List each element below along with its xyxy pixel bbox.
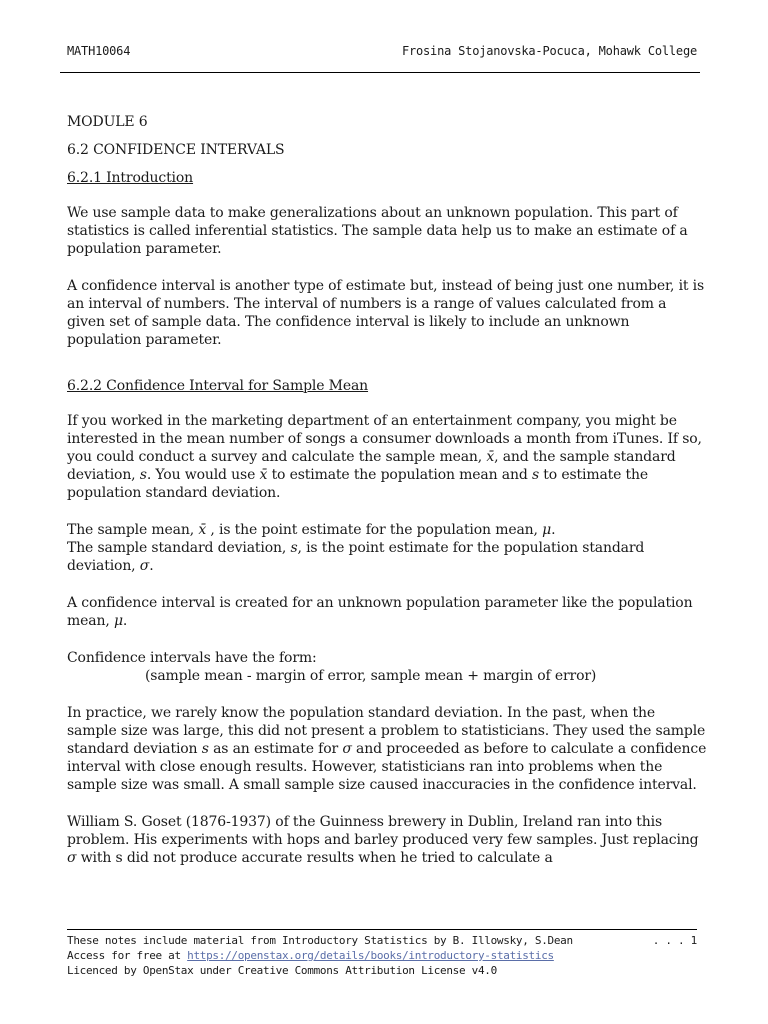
paragraph-goset: William S. Goset (1876-1937) of the Guinness brewery in Dublin, Ireland ran into this problem. His experiments with hops and barley produced very few samples. Just replacing σ with s did not produce accurate results when he tried to calculate a [67, 814, 699, 866]
section-title: 6.2 CONFIDENCE INTERVALS [67, 142, 285, 158]
footer-source: These notes include material from Introductory Statistics by B. Illowsky, S.Dean [67, 934, 573, 947]
page-number: . . . 1 [652, 934, 697, 947]
page-header [67, 44, 697, 58]
page-footer [67, 933, 697, 978]
paragraph-interval-form: Confidence intervals have the form: (sample mean - margin of error, sample mean + margin of error) [67, 650, 597, 684]
footer-license: Licenced by OpenStax under Creative Commons Attribution License v4.0 [67, 964, 497, 977]
author-credit: Frosina Stojanovska-Pocuca, Mohawk College [401, 44, 697, 58]
course-code: MATH10064 [67, 44, 131, 58]
document-body [67, 113, 707, 886]
openstax-link[interactable]: https://openstax.org/details/books/introductory-statistics [187, 949, 554, 962]
paragraph-point-estimates: The sample mean, x̄ , is the point estimate for the population mean, μ. The sample standard deviation, s, is the point estimate for the population standard deviation, σ. [67, 522, 645, 574]
footer-divider [67, 929, 697, 930]
subsection-title-introduction: 6.2.1 Introduction [67, 170, 194, 186]
paragraph-confidence-interval: A confidence interval is another type of estimate but, instead of being just one number, it is an interval of numbers. The interval of numbers is a range of values calculated from a given set of sample data. The confidence interval is likely to include an unknown population parameter. [67, 278, 705, 348]
paragraph-inferential: We use sample data to make generalizations about an unknown population. This part of statistics is called inferential statistics. The sample data help us to make an estimate of a population parameter. [67, 205, 688, 257]
paragraph-marketing-example: If you worked in the marketing department of an entertainment company, you might be interested in the mean number of songs a consumer downloads a month from iTunes. If so, you could conduct a survey and calculate the sample mean, x̄, and the sample standard deviation, s. You would use x̄ to estimate the population mean and s to estimate the population standard deviation. [67, 413, 702, 501]
header-divider [60, 72, 700, 73]
subsection-title-sample-mean: 6.2.2 Confidence Interval for Sample Mean [67, 378, 369, 394]
footer-access-label: Access for free at [67, 949, 188, 962]
interval-formula: (sample mean - margin of error, sample mean + margin of error) [145, 668, 597, 684]
paragraph-parameter: A confidence interval is created for an unknown population parameter like the population mean, μ. [67, 595, 693, 629]
module-title: MODULE 6 [67, 114, 148, 130]
paragraph-in-practice: In practice, we rarely know the population standard deviation. In the past, when the sample size was large, this did not present a problem to statisticians. They used the sample standard deviation s as an estimate for σ and proceeded as before to calculate a confidence interval with close enough results. However, statisticians ran into problems when the sample size was small. A small sample size caused inaccuracies in the confidence interval. [67, 705, 707, 793]
